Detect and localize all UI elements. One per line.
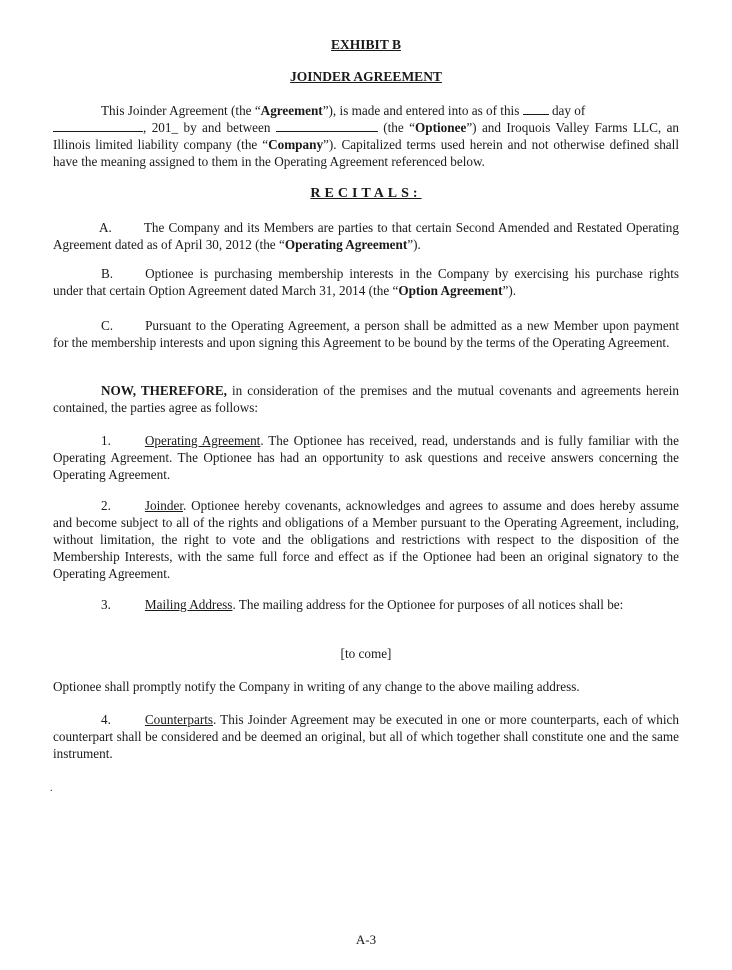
- section-2-title: Joinder: [144, 498, 183, 513]
- day-blank: [523, 102, 549, 115]
- recital-c: C. Pursuant to the Operating Agreement, a person shall be admitted as a new Member upon payment for the membership interests and upon signing this Agreement to be bound by the terms of the Operating Agreement.: [53, 318, 679, 350]
- section-3-notice: Optionee shall promptly notify the Company in writing of any change to the above mailing address.: [53, 679, 580, 694]
- stray-mark: .: [50, 783, 53, 794]
- page-number: A-3: [355, 932, 377, 947]
- recitals-heading: RECITALS:: [310, 186, 422, 201]
- month-blank: [53, 119, 143, 132]
- recital-b: B. Optionee is purchasing membership interests in the Company by exercising his purchase rights under that certain Option Agreement dated March 31, 2014 (the “Option Agreement”).: [53, 266, 679, 298]
- now-therefore-paragraph: NOW, THEREFORE, in consideration of the premises and the mutual covenants and agreements herein contained, the parties agree as follows:: [53, 383, 679, 415]
- section-1-title: Operating Agreement: [144, 433, 261, 448]
- section-3: 3. Mailing Address. The mailing address for the Optionee for purposes of all notices shall be:: [101, 597, 624, 612]
- section-3-title: Mailing Address: [144, 597, 233, 612]
- optionee-blank: [276, 119, 378, 132]
- section-2: 2. Joinder. Optionee hereby covenants, acknowledges and agrees to assume and does hereby assume and become subject to all of the rights and obligations of a Member pursuant to the Operating Agreement, including, without limitation, the right to vote and the obligations and restrictions with respect to the disposition of the Membership Interests, with the same full force and effect as if the Optionee had been an original signatory to the Operating Agreement.: [53, 498, 679, 581]
- document-title: JOINDER AGREEMENT: [290, 69, 442, 84]
- section-4-title: Counterparts: [144, 712, 214, 727]
- exhibit-title: EXHIBIT B: [331, 37, 401, 52]
- recital-a: A. The Company and its Members are parties to that certain Second Amended and Restated Operating Agreement dated as of April 30, 2012 (the “Operating Agreement”).: [53, 220, 679, 252]
- section-1: 1. Operating Agreement. The Optionee has received, read, understands and is fully familiar with the Operating Agreement. The Optionee has had an opportunity to ask questions and receive answers concerning the Operating Agreement.: [53, 433, 679, 482]
- address-placeholder: [to come]: [340, 646, 392, 661]
- section-4: 4. Counterparts. This Joinder Agreement may be executed in one or more counterparts, each of which counterpart shall be considered and be deemed an original, but all of which together shall constitute one and the same instrument.: [53, 712, 679, 761]
- intro-paragraph: This Joinder Agreement (the “Agreement”), is made and entered into as of this day of , 201_ by and between (the “Optionee”) and Iroquois Valley Farms LLC, an Illinois limited liability company (the “Company”). Capitalized terms used herein and not otherwise defined shall have the meaning assigned to them in the Operating Agreement referenced below.: [53, 103, 680, 169]
